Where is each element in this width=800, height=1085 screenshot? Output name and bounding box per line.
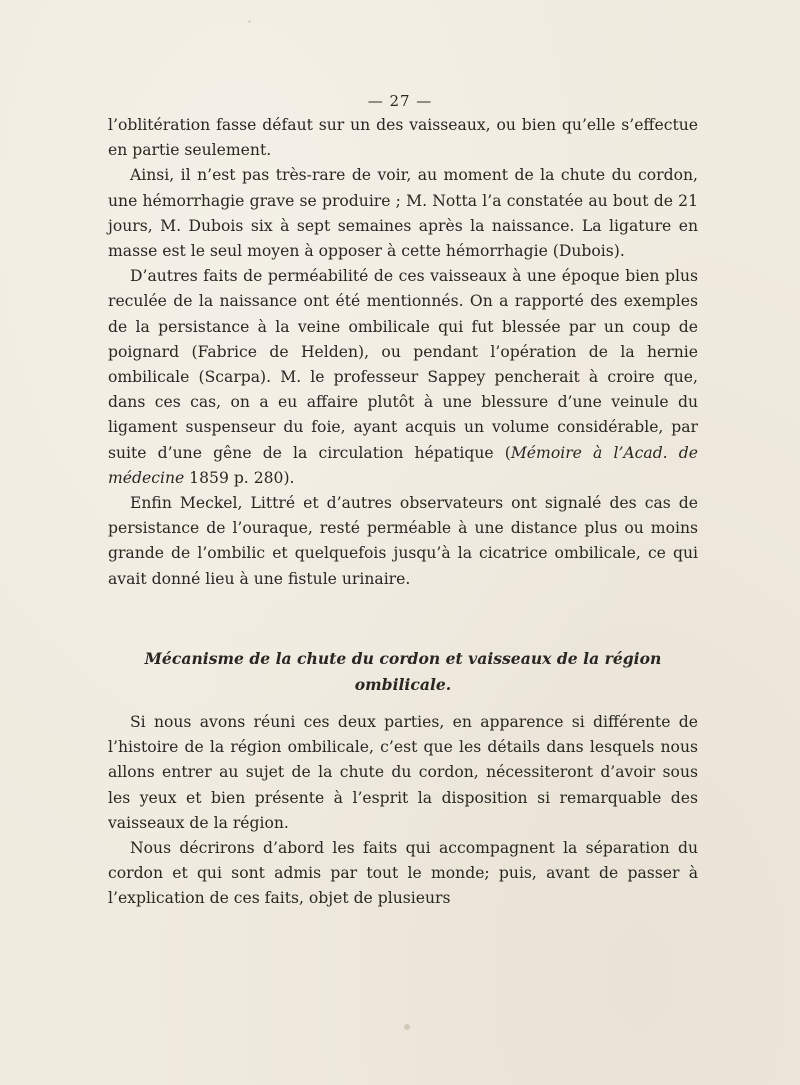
paper-speck [404, 1024, 410, 1030]
section-heading: Mécanisme de la chute du cordon et vaisseaux de la région ombilicale. [144, 649, 662, 694]
paragraph: Enfin Meckel, Littré et d’autres observateurs ont signalé des cas de persistance de l’ouraque, resté perméable à une distance plus ou moins grande de l’ombilic et quelquefois jusqu’à la cicatrice ombilicale, ce qui avait donné lieu à une fistule urinaire. [108, 494, 698, 588]
paragraph: Nous décrirons d’abord les faits qui accompagnent la séparation du cordon et qui sont admis par tout le monde; puis, avant de passer à l’explication de ces faits, objet de plusieurs [108, 839, 698, 908]
paragraph: Ainsi, il n’est pas très-rare de voir, au moment de la chute du cordon, une hémorrhagie grave se produire ; M. Notta l’a constatée au bout de 21 jours, M. Dubois six à sept semaines après la naissance. La ligature en masse est le seul moyen à opposer à cette hémorrhagie (Dubois). [108, 166, 698, 261]
paragraph: Si nous avons réuni ces deux parties, en apparence si différente de l’histoire de la région ombilicale, c’est que les détails dans lesquels nous allons entrer au sujet de la chute du cordon, nécessiteront d’avoir sous les yeux et bien présente à l’esprit la disposition si remarquable des vaisseaux de la région. [108, 713, 698, 832]
citation-title: Mémoire à l’Acad. de médecine [108, 443, 698, 487]
body-text-section-1 [108, 113, 698, 592]
paragraph-text: D’autres faits de perméabilité de ces vaisseaux à une époque bien plus reculée de la naissance ont été mentionnés. On a rapporté des exemples de la persistance à la veine ombilicale qui fut blessée par un coup de poignard (Fabrice de Helden), ou pendant l’opération de la hernie ombilicale (Scarpa). M. le professeur Sappey pencherait à croire que, dans ces cas, on a eu affaire plutôt à une blessure d’une veinule du ligament suspenseur du foie, ayant acquis un volume considérable, par suite d’une gêne de la circulation hépatique ( [108, 267, 698, 462]
paper-speck [248, 20, 251, 23]
paragraph: l’oblitération fasse défaut sur un des vaisseaux, ou bien qu’elle s’effectue en partie seulement. [108, 116, 698, 160]
page-number: — 27 — [367, 92, 433, 110]
paragraph-text: 1859 p. 280). [184, 468, 295, 487]
paragraph [108, 264, 698, 491]
body-text-section-2 [108, 710, 698, 912]
